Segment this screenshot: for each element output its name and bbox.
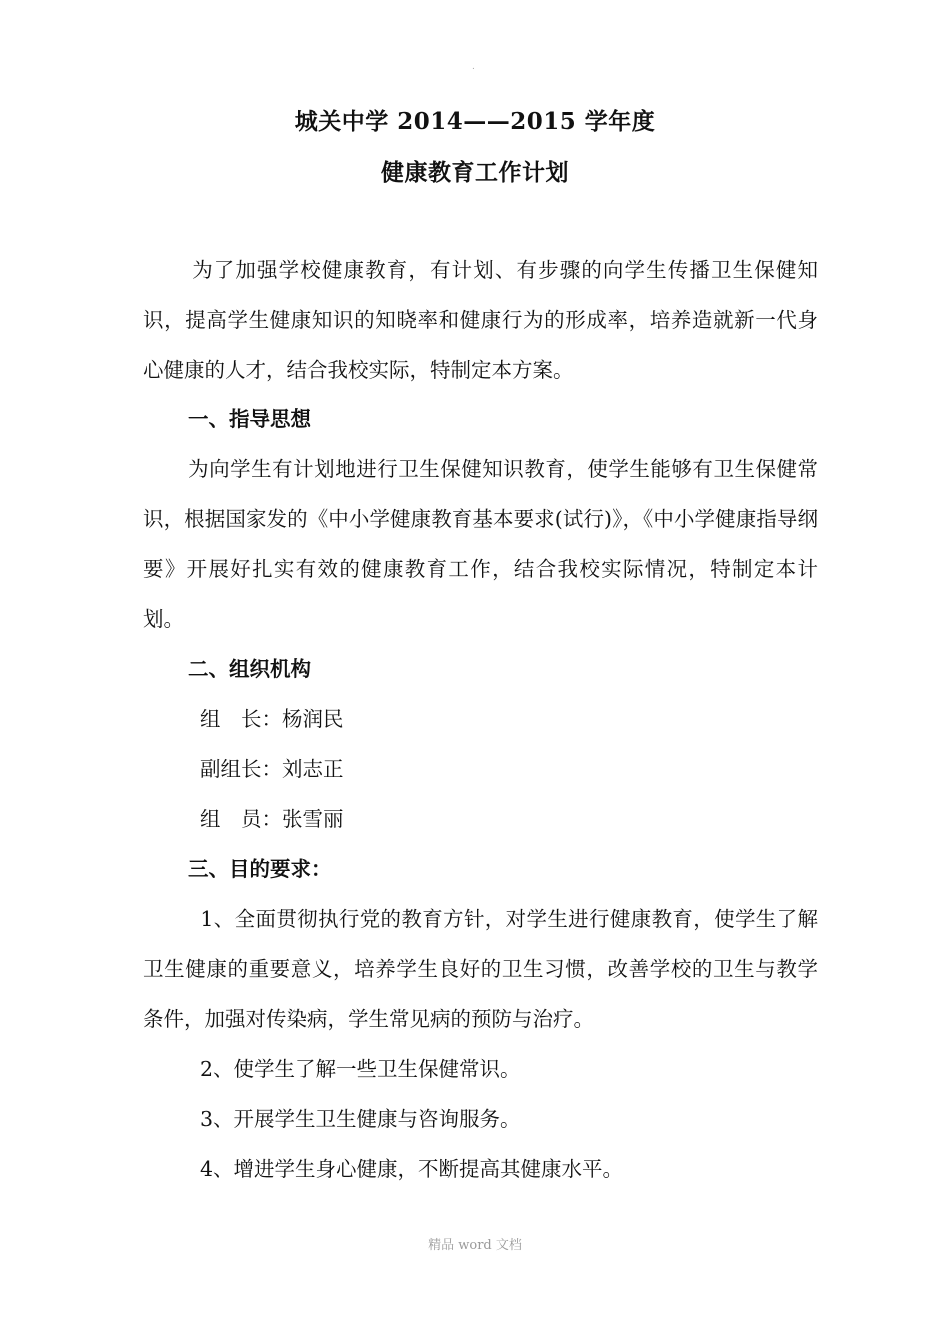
page-marker-dot: . [472,62,475,72]
member-group-leader: 组 长：杨润民 [200,707,344,731]
document-subtitle: 健康教育工作计划 [381,159,569,186]
objective-item-3: 3、开展学生卫生健康与咨询服务。 [200,1107,521,1131]
section-heading-objectives: 三、目的要求： [188,857,332,881]
section-heading-guiding-ideology: 一、指导思想 [188,407,311,431]
section-heading-organization: 二、组织机构 [188,657,311,681]
intro-paragraph: 为了加强学校健康教育，有计划、有步骤的向学生传播卫生保健知识，提高学生健康知识的知晓率和健康行为的形成率，培养造就新一代身心健康的人才，结合我校实际，特制定本方案。 [143,258,818,382]
member-group-member: 组 员：张雪丽 [200,807,344,831]
objective-item-2: 2、使学生了解一些卫生保健常识。 [200,1057,521,1081]
member-deputy-leader: 副组长：刘志正 [200,757,344,781]
guiding-ideology-paragraph: 为向学生有计划地进行卫生保健知识教育，使学生能够有卫生保健常识，根据国家发的《中小学健康教育基本要求(试行)》，《中小学健康指导纲要》开展好扎实有效的健康教育工作，结合我校实际情况，特制定本计划。 [143,457,818,631]
document-title: 城关中学 2014——2015 学年度 [294,108,656,135]
objective-item-1: 1、全面贯彻执行党的教育方针，对学生进行健康教育，使学生了解卫生健康的重要意义，培养学生良好的卫生习惯，改善学校的卫生与教学条件，加强对传染病，学生常见病的预防与治疗。 [143,907,818,1031]
page-footer: 精品 word 文档 [428,1238,522,1253]
objective-item-4: 4、增进学生身心健康，不断提高其健康水平。 [200,1157,624,1181]
